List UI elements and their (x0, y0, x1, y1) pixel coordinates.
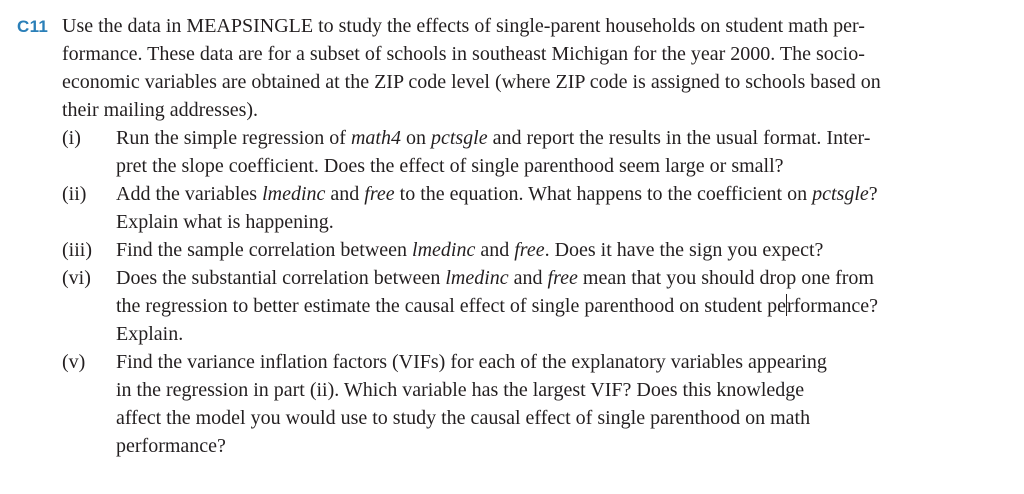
part-line: Find the variance inflation factors (VIFs) for each of the explanatory variables appearing (116, 351, 827, 373)
part-line: performance? (116, 435, 226, 457)
part-line: Does the substantial correlation between lmedinc and free mean that you should drop one from (116, 267, 874, 289)
intro-line: their mailing addresses). (62, 99, 259, 121)
variable-free: free (364, 183, 395, 205)
part-label: (i) (62, 127, 81, 149)
variable-free: free (514, 239, 545, 261)
intro-line: formance. These data are for a subset of schools in southeast Michigan for the year 2000. The socio- (62, 43, 865, 65)
part-line: Explain what is happening. (116, 211, 334, 233)
problem-number: C11 (17, 17, 49, 36)
part-label: (iii) (62, 239, 92, 261)
part-label: (ii) (62, 183, 87, 205)
part-line: Run the simple regression of math4 on pctsgle and report the results in the usual format. Inter- (116, 127, 871, 149)
part-line: the regression to better estimate the causal effect of single parenthood on student performance? (116, 295, 879, 317)
part-label: (v) (62, 351, 86, 373)
part-line: Explain. (116, 323, 184, 345)
intro-line: Use the data in MEAPSINGLE to study the effects of single-parent households on student math per- (62, 15, 865, 37)
variable-lmedinc: lmedinc (412, 239, 476, 261)
part-line: affect the model you would use to study the causal effect of single parenthood on math (116, 407, 811, 429)
variable-pctsgle: pctsgle (430, 127, 488, 149)
part-line: Add the variables lmedinc and free to the equation. What happens to the coefficient on pctsgle? (116, 183, 878, 205)
variable-pctsgle: pctsgle (812, 183, 869, 205)
variable-free: free (547, 267, 578, 289)
part-line: in the regression in part (ii). Which variable has the largest VIF? Does this knowledge (116, 379, 805, 401)
part-line: pret the slope coefficient. Does the effect of single parenthood seem large or small? (116, 155, 784, 177)
intro-line: economic variables are obtained at the ZIP code level (where ZIP code is assigned to schools based on (62, 71, 881, 93)
part-label: (vi) (62, 267, 91, 289)
variable-lmedinc: lmedinc (445, 267, 509, 289)
variable-lmedinc: lmedinc (262, 183, 326, 205)
part-line: Find the sample correlation between lmedinc and free. Does it have the sign you expect? (116, 239, 824, 261)
variable-math4: math4 (350, 127, 401, 149)
